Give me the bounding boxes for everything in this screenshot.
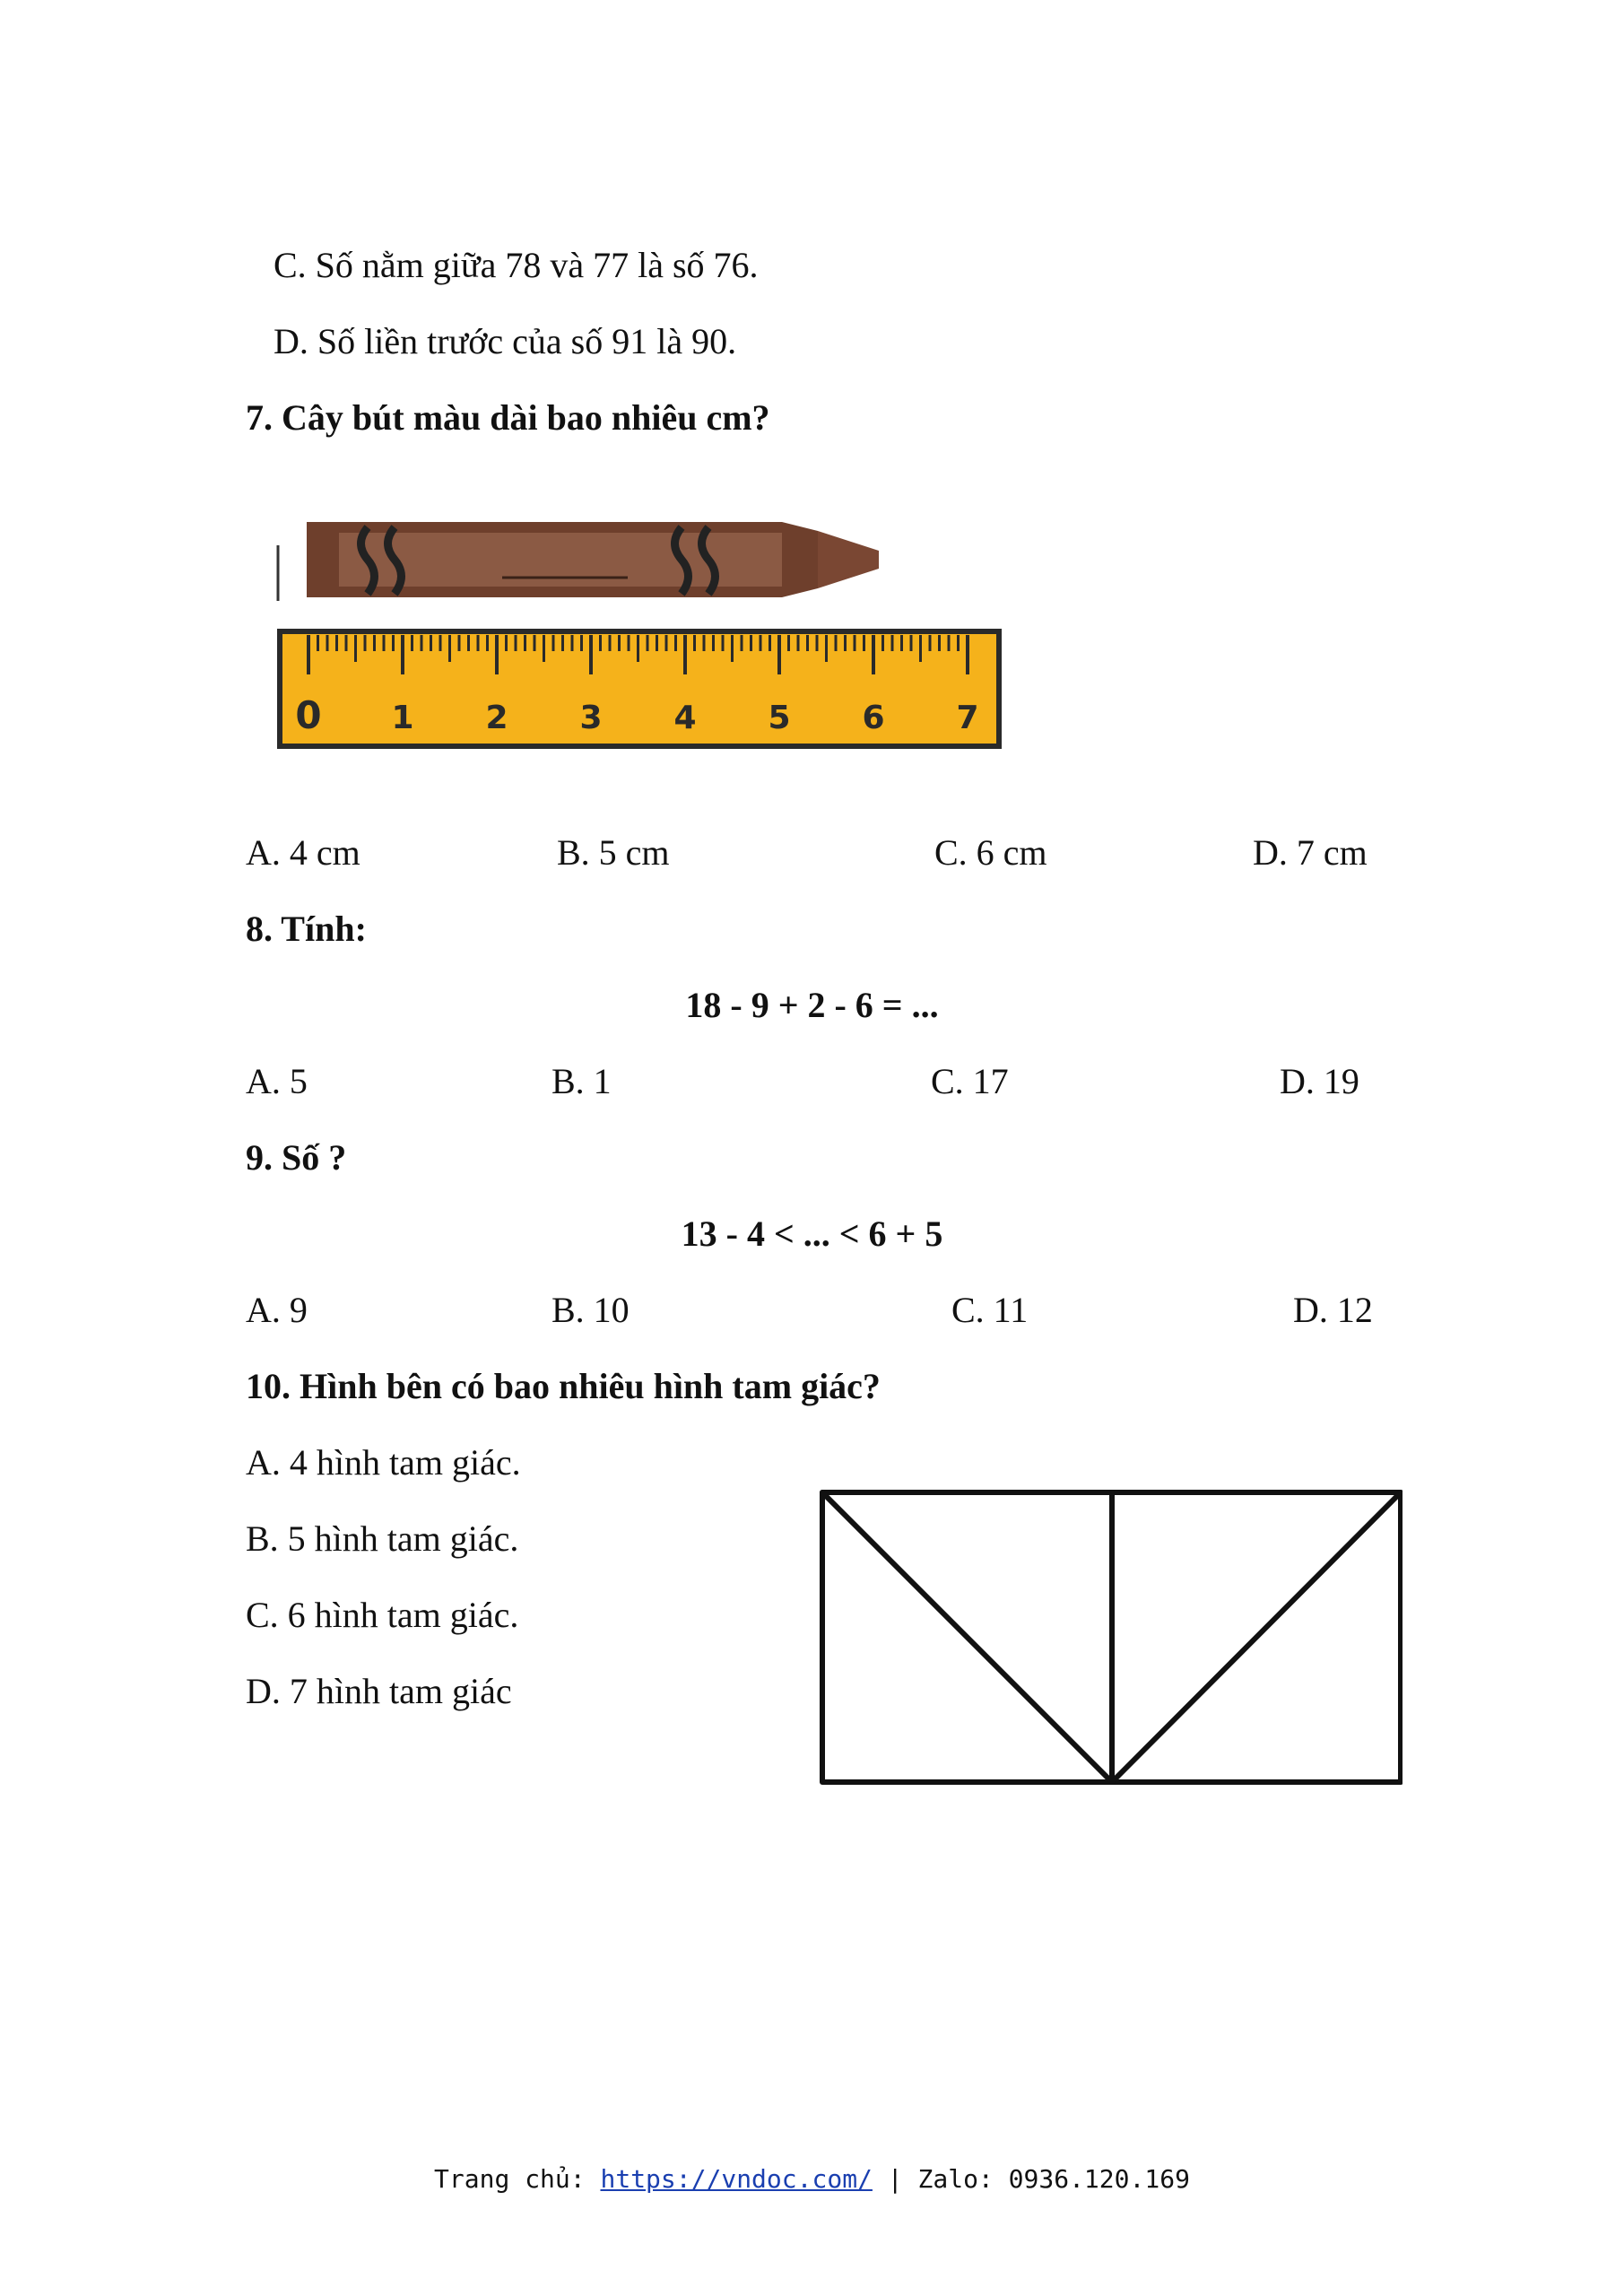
- q10-question: 10. Hình bên có bao nhiêu hình tam giác?: [246, 1366, 881, 1406]
- ruler-label: 5: [768, 700, 791, 736]
- q7-option-c: C. 6 cm: [934, 832, 1047, 873]
- q8-expression: 18 - 9 + 2 - 6 = ...: [685, 985, 939, 1025]
- q9-expression: 13 - 4 < ... < 6 + 5: [681, 1213, 943, 1254]
- q8-option-d: D. 19: [1280, 1061, 1359, 1101]
- q9-option-a: A. 9: [246, 1290, 308, 1330]
- crayon-image: [269, 511, 897, 610]
- q9-question: 9. Số ?: [246, 1137, 347, 1178]
- q8-option-c: C. 17: [931, 1061, 1009, 1101]
- q10-option-a: A. 4 hình tam giác.: [246, 1442, 521, 1483]
- q7-option-b: B. 5 cm: [557, 832, 670, 873]
- ruler-label: 4: [673, 700, 697, 736]
- q10-option-d: D. 7 hình tam giác: [246, 1671, 512, 1711]
- figure-left-diagonal: [822, 1492, 1112, 1782]
- footer-link[interactable]: https://vndoc.com/: [600, 2164, 873, 2194]
- page-footer: [0, 2161, 1624, 2197]
- q8-option-a: A. 5: [246, 1061, 308, 1101]
- q9-option-d: D. 12: [1293, 1290, 1373, 1330]
- q7-option-d: D. 7 cm: [1253, 832, 1368, 873]
- footer-prefix: Trang chủ:: [434, 2164, 601, 2194]
- footer-separator: |: [872, 2164, 918, 2194]
- q6-option-c: C. Số nằm giữa 78 và 77 là số 76.: [274, 245, 759, 285]
- ruler-image: [276, 628, 1003, 753]
- ruler-label: 0: [295, 693, 322, 737]
- ruler-label: 1: [391, 700, 414, 736]
- q9-option-b: B. 10: [551, 1290, 630, 1330]
- triangle-figure: [816, 1484, 1403, 1789]
- q6-option-d: D. Số liền trước của số 91 là 90.: [274, 321, 737, 361]
- ruler-label: 7: [956, 700, 979, 736]
- q7-question: 7. Cây bút màu dài bao nhiêu cm?: [246, 397, 770, 438]
- q8-option-b: B. 1: [551, 1061, 612, 1101]
- q8-question: 8. Tính:: [246, 909, 367, 949]
- footer-zalo: Zalo: 0936.120.169: [917, 2164, 1190, 2194]
- figure-right-diagonal: [1112, 1492, 1401, 1782]
- q10-option-b: B. 5 hình tam giác.: [246, 1518, 519, 1559]
- ruler-label: 3: [579, 700, 603, 736]
- q9-option-c: C. 11: [951, 1290, 1029, 1330]
- q7-option-a: A. 4 cm: [246, 832, 360, 873]
- q10-option-c: C. 6 hình tam giác.: [246, 1595, 519, 1635]
- ruler-label: 2: [485, 700, 508, 736]
- ruler-label: 6: [862, 700, 885, 736]
